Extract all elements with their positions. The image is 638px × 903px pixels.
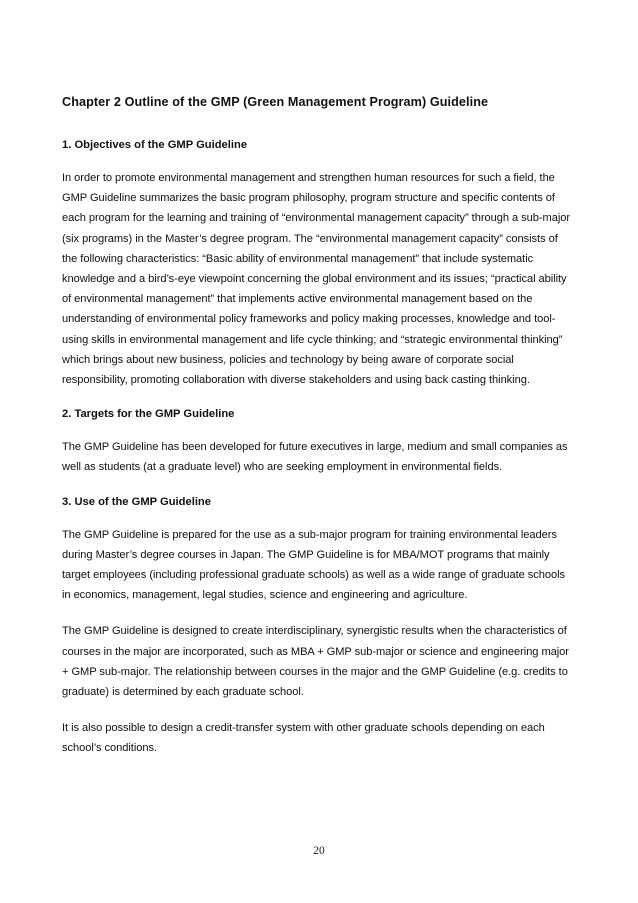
- section-targets: [62, 406, 576, 477]
- paragraph: In order to promote environmental management and strengthen human resources for such a field, the GMP Guideline summarizes the basic program philosophy, program structure and specific contents of each program for the learning and training of “environmental management capacity” through a sub-major (six programs) in the Master’s degree program. The “environmental management capacity” consists of the following characteristics: “Basic ability of environmental management” that include systematic knowledge and a bird’s-eye viewpoint concerning the global environment and its issues; “practical ability of environmental management” that implements active environmental management based on the understanding of environmental policy frameworks and policy making processes, knowledge and tool-using skills in environmental management and life cycle thinking; and “strategic environmental thinking” which brings about new business, policies and technology by being aware of corporate social responsibility, promoting collaboration with diverse stakeholders and using back casting thinking.: [62, 172, 571, 387]
- section-heading: 1. Objectives of the GMP Guideline: [62, 139, 248, 151]
- paragraph: The GMP Guideline has been developed for future executives in large, medium and small companies as well as students (at a graduate level) who are seeking employment in environmental fields.: [62, 441, 568, 474]
- section-objectives: [62, 137, 576, 390]
- chapter-title: Chapter 2 Outline of the GMP (Green Management Program) Guideline: [62, 95, 489, 109]
- section-heading: 2. Targets for the GMP Guideline: [62, 408, 235, 421]
- paragraph: The GMP Guideline is prepared for the use as a sub-major program for training environmental leaders during Master’s degree courses in Japan. The GMP Guideline is for MBA/MOT programs that mainly target employees (including professional graduate schools) as well as a wide range of graduate schools in economics, management, legal studies, science and engineering and agriculture.: [62, 528, 566, 602]
- section-heading: 3. Use of the GMP Guideline: [62, 495, 211, 508]
- paragraph: The GMP Guideline is designed to create interdisciplinary, synergistic results when the characteristics of courses in the major are incorporated, such as MBA + GMP sub-major or science and engineering major + GMP sub-major. The relationship between courses in the major and the GMP Guideline (e.g. credits to graduate) is determined by each graduate school.: [62, 625, 569, 699]
- section-use: [62, 494, 576, 759]
- page-content: [62, 93, 576, 775]
- page-number: 20: [313, 845, 325, 857]
- paragraph: It is also possible to design a credit-transfer system with other graduate schools depending on each school’s conditions.: [62, 722, 545, 755]
